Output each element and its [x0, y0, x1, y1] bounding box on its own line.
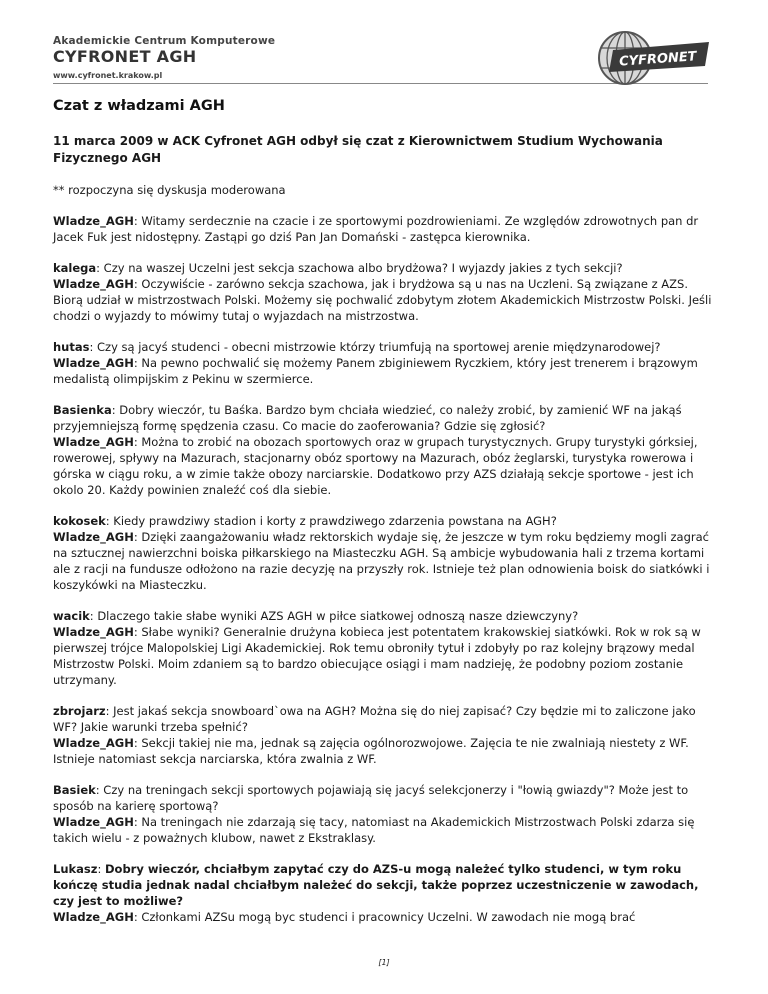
document-body [53, 98, 715, 940]
message-text: : Kiedy prawdziwy stadion i korty z prawdziwego zdarzenia powstana na AGH? [105, 514, 557, 528]
speaker-name: kalega [53, 261, 97, 275]
event-subtitle: 11 marca 2009 w ACK Cyfronet AGH odbył się czat z Kierownictwem Studium Wychowania Fizycznego AGH [53, 134, 663, 165]
speaker-name: Wladze_AGH [53, 435, 134, 449]
cyfronet-logo-icon [597, 30, 715, 86]
chat-message [53, 339, 715, 355]
chat-exchange [53, 782, 715, 846]
chat-message [53, 909, 715, 925]
message-text: : Można to zrobić na obozach sportowych oraz w grupach turystycznych. Grupy turystyki górksiej, rowerowej, spływy na Mazurach, stacjonarny obóz sportowy na Mazurach, obóz żeglarski, turystyka rowerowa i górska w ciągu roku, a w zimie także obozy narciarskie. Dodatkowo przy AZS działają sekcje sportowe - jest ich okolo 20. Każdy powinien znaleźć coś dla siebie. [53, 435, 698, 497]
message-text: : Na treningach nie zdarzają się tacy, natomiast na Akademickich Mistrzostwach Polski zdarza się takich wielu - z poważnych klubow, nawet z Ekstraklasy. [53, 815, 695, 845]
chat-message [53, 434, 715, 498]
message-text: : Czy na treningach sekcji sportowych pojawiają się jacyś selekcjonerzy i "łowią gwiazdy"? Może jest to sposób na karierę sportową? [53, 783, 689, 813]
message-text: : Członkami AZSu mogą byc studenci i pracownicy Uczelni. W zawodach nie mogą brać [133, 910, 636, 924]
message-text: : Słabe wyniki? Generalnie drużyna kobieca jest potentatem krakowskiej siatkówki. Rok w rok są w pierwszej trójce Malopolskiej Ligi Akademickiej. Rok temu obroniły tytuł i zdobyły po raz kolejny brązowy medal Mistrzostw Polski. Moim zdaniem są to bardzo obiecujące osiągi i mam nadzieję, że podobny poziom zostanie utrzymany. [53, 625, 701, 687]
speaker-name: Basiek [53, 783, 96, 797]
speaker-name: Wladze_AGH [53, 910, 134, 924]
speaker-name: Basienka [53, 403, 112, 417]
speaker-name: Wladze_AGH [53, 214, 134, 228]
speaker-name: Wladze_AGH [53, 736, 134, 750]
speaker-name: zbrojarz [53, 704, 106, 718]
chat-message [53, 529, 715, 593]
speaker-name: Wladze_AGH [53, 277, 134, 291]
message-text: : Witamy serdecznie na czacie i ze sportowymi pozdrowieniami. Ze względów zdrowotnych pan dr Jacek Fuk jest nidostępny. Zastąpi go dziś Pan Jan Domański - zastępca kierownika. [53, 214, 699, 244]
chat-message [53, 260, 715, 276]
speaker-name: kokosek [53, 514, 106, 528]
chat-exchange [53, 260, 715, 324]
message-text: : Dzięki zaangażowaniu władz rektorskich wydaje się, że jeszcze w tym roku będziemy mogli zagrać na sztucznej nawierzchni boiska piłkarskiego na Miasteczku AGH. Są ambicje wybudowania hali z trzema kortami ale z racji na fundusze odłożono na razie decyzję na przyszły rok. Istnieje też plan odnowienia boisk do siatkówki i koszykówki na Miasteczku. [53, 530, 710, 592]
message-text: : [97, 862, 105, 876]
speaker-name: hutas [53, 340, 90, 354]
chat-message [53, 624, 715, 688]
page-number: [1] [378, 958, 390, 967]
chat-message [53, 861, 715, 909]
speaker-name: Lukasz [53, 862, 98, 876]
chat-message [53, 608, 715, 624]
chat-message [53, 355, 715, 387]
chat-exchange [53, 339, 715, 387]
chat-message [53, 782, 715, 814]
org-url: www.cyfronet.krakow.pl [53, 71, 163, 80]
speaker-name: wacik [53, 609, 90, 623]
chat-message [53, 276, 715, 324]
chat-exchange [53, 703, 715, 767]
message-text: : Oczywiście - zarówno sekcja szachowa, jak i brydżowa są u nas na Uczleni. Są związane z AZS. Biorą udział w mistrzostwach Polski. Możemy się pochwalić zdobytym złotem Akademickich Mistrzostw Polski. Jeśli chodzi o wyjazdy to mówimy tutaj o wyjazdach na mistrzostwa. [53, 277, 712, 323]
chat-exchange [53, 608, 715, 688]
message-text: : Sekcji takiej nie ma, jednak są zajęcia ogólnorozwojowe. Zajęcia te nie zwalniają niestety z WF. Istnieje natomiast sekcja narciarska, która zwalnia z WF. [53, 736, 689, 766]
org-name: CYFRONET AGH [53, 47, 197, 66]
message-text: : Jest jakaś sekcja snowboard`owa na AGH? Można się do niej zapisać? Czy będzie mi to zaliczone jako WF? Jakie warunki trzeba spełnić? [53, 704, 696, 734]
page-title: Czat z władzami AGH [53, 98, 225, 114]
chat-exchange [53, 402, 715, 498]
chat-exchange [53, 861, 715, 925]
speaker-name: Wladze_AGH [53, 356, 134, 370]
speaker-name: Wladze_AGH [53, 530, 134, 544]
message-text: : Na pewno pochwalić się możemy Panem zbiginiewem Ryczkiem, który jest trenerem i brązowym medalistą olimpijskim z Pekinu w szermierce. [53, 356, 698, 386]
message-text: : Dlaczego takie słabe wyniki AZS AGH w piłce siatkowej odnoszą nasze dziewczyny? [89, 609, 579, 623]
chat-exchange [53, 213, 715, 245]
chat-message [53, 703, 715, 735]
org-subtitle: Akademickie Centrum Komputerowe [53, 35, 276, 47]
speaker-name: Wladze_AGH [53, 815, 134, 829]
page-header [53, 30, 715, 85]
chat-message [53, 735, 715, 767]
chat-message [53, 213, 715, 245]
chat-message [53, 814, 715, 846]
chat-message [53, 402, 715, 434]
message-text: : Dobry wieczór, tu Baśka. Bardzo bym chciała wiedzieć, co należy zrobić, by zamienić WF na jakąś przyjemniejszą formę spędzenia czasu. Co macie do zaoferowania? Gdzie się zgłosić? [53, 403, 682, 433]
chat-transcript [53, 213, 715, 925]
logo-text: CYFRONET [618, 49, 698, 70]
message-text: : Czy na waszej Uczelni jest sekcja szachowa albo brydżowa? I wyjazdy jakies z tych sekcji? [96, 261, 623, 275]
message-text-bold: Dobry wieczór, chciałbym zapytać czy do AZS-u mogą należeć tylko studenci, w tym roku kończę studia jednak nadal chciałbym należeć do sekcji, także poprzez uczestniczenie w zawodach, czy jest to możliwe? [53, 862, 699, 908]
speaker-name: Wladze_AGH [53, 625, 134, 639]
moderation-note: ** rozpoczyna się dyskusja moderowana [53, 183, 286, 197]
chat-exchange [53, 513, 715, 593]
message-text: : Czy są jacyś studenci - obecni mistrzowie którzy triumfują na sportowej arenie międzynarodowej? [89, 340, 661, 354]
chat-message [53, 513, 715, 529]
